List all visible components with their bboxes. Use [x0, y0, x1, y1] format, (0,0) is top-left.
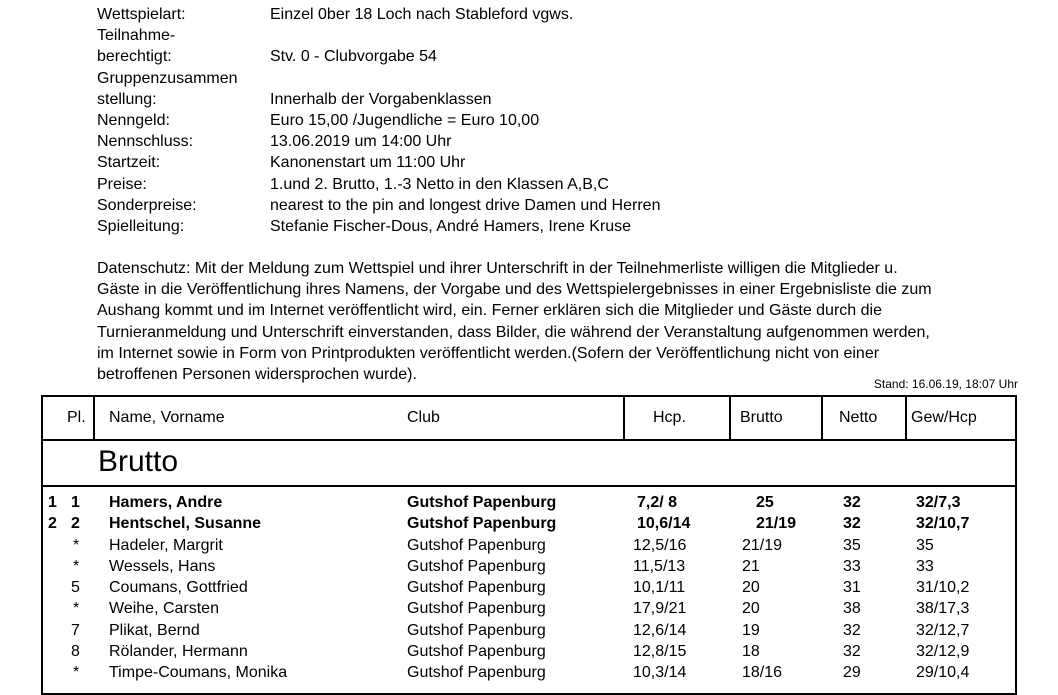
header-brutto: Brutto — [740, 409, 783, 426]
info-row — [97, 110, 660, 131]
tournament-info — [97, 4, 660, 237]
cell-brutto: 21/19 — [742, 536, 783, 554]
cell-place: 8 — [71, 643, 80, 661]
table-row — [43, 514, 1015, 535]
cell-place: 2 — [71, 515, 80, 533]
cell-name: Weihe, Carsten — [109, 600, 219, 618]
cell-club: Gutshof Papenburg — [407, 664, 546, 682]
info-value: Euro 15,00 /Jugendliche = Euro 10,00 — [270, 112, 540, 130]
info-value: 13.06.2019 um 14:00 Uhr — [270, 133, 452, 151]
cell-place: 5 — [71, 579, 80, 597]
privacy-line: Turnieranmeldung und Unterschrift einverstanden, dass Bilder, die während der Veranstaltung aufgenommen werden, — [97, 323, 930, 341]
cell-place: * — [73, 557, 80, 575]
info-row — [97, 174, 660, 195]
info-row — [97, 152, 660, 173]
cell-netto: 31 — [843, 579, 861, 597]
cell-netto: 32 — [843, 621, 861, 639]
stand-timestamp: Stand: 16.06.19, 18:07 Uhr — [873, 377, 1018, 391]
cell-gew-hcp: 31/10,2 — [916, 579, 970, 597]
info-label: Nennschluss: — [97, 133, 194, 151]
info-value: nearest to the pin and longest drive Damen und Herren — [270, 196, 661, 214]
info-value: Stv. 0 - Clubvorgabe 54 — [270, 48, 437, 66]
cell-brutto: 18 — [742, 643, 760, 661]
header-name: Name, Vorname — [109, 409, 225, 426]
header-pl: Pl. — [67, 409, 86, 426]
cell-gew-hcp: 38/17,3 — [916, 600, 970, 618]
cell-gew-hcp: 33 — [916, 557, 934, 575]
cell-place: * — [73, 664, 80, 682]
cell-netto: 32 — [843, 515, 861, 533]
section-title: Brutto — [98, 445, 179, 478]
cell-brutto: 21 — [742, 557, 760, 575]
table-row — [43, 642, 1015, 663]
info-value: 1.und 2. Brutto, 1.-3 Netto in den Klassen A,B,C — [270, 175, 609, 193]
info-row — [97, 131, 660, 152]
cell-gew-hcp: 32/12,7 — [916, 621, 970, 639]
table-row — [43, 557, 1015, 578]
cell-club: Gutshof Papenburg — [407, 515, 557, 533]
cell-prize: 2 — [48, 515, 57, 533]
table-row — [43, 663, 1015, 684]
info-row — [97, 195, 660, 216]
cell-netto: 32 — [843, 494, 861, 511]
table-row — [43, 536, 1015, 557]
cell-place: 1 — [71, 494, 80, 511]
header-hcp: Hcp. — [653, 409, 686, 426]
cell-gew-hcp: 32/10,7 — [916, 515, 970, 533]
cell-gew-hcp: 35 — [916, 536, 934, 554]
info-label: Preise: — [97, 175, 147, 193]
cell-club: Gutshof Papenburg — [407, 600, 546, 618]
cell-netto: 33 — [843, 557, 861, 575]
info-row — [97, 25, 660, 67]
cell-name: Plikat, Bernd — [109, 621, 200, 639]
info-label: Teilnahme- berechtigt: — [97, 27, 176, 66]
table-row — [43, 621, 1015, 642]
cell-hcp: 12,5/16 — [633, 536, 687, 554]
table-header-row — [43, 397, 1015, 441]
cell-place: * — [73, 600, 80, 618]
cell-gew-hcp: 29/10,4 — [916, 664, 970, 682]
cell-hcp: 10,1/11 — [633, 579, 686, 597]
header-netto: Netto — [839, 409, 878, 426]
column-divider — [821, 397, 823, 439]
privacy-line: Gäste in die Veröffentlichung ihres Namens, der Vorgabe und des Wettspielergebnisses in einer Ergebnisliste die zum — [97, 281, 932, 299]
cell-club: Gutshof Papenburg — [407, 621, 546, 639]
info-label: Startzeit: — [97, 154, 161, 172]
cell-place: * — [73, 536, 80, 554]
info-label: Gruppenzusammen stellung: — [97, 69, 238, 108]
cell-netto: 32 — [843, 643, 861, 661]
info-value: Einzel 0ber 18 Loch nach Stableford vgws. — [270, 6, 574, 23]
info-label: Sonderpreise: — [97, 196, 197, 214]
table-body — [43, 493, 1015, 685]
cell-brutto: 20 — [742, 600, 760, 618]
info-label: Spielleitung: — [97, 218, 185, 236]
cell-name: Coumans, Gottfried — [109, 579, 248, 597]
cell-club: Gutshof Papenburg — [407, 494, 557, 511]
cell-hcp: 10,6/14 — [637, 515, 691, 533]
results-table — [41, 395, 1017, 695]
cell-brutto: 20 — [742, 579, 760, 597]
info-row — [97, 68, 660, 110]
cell-name: Timpe-Coumans, Monika — [109, 664, 288, 682]
cell-club: Gutshof Papenburg — [407, 536, 546, 554]
table-row — [43, 599, 1015, 620]
cell-hcp: 10,3/14 — [633, 664, 687, 682]
info-value: Kanonenstart um 11:00 Uhr — [270, 154, 466, 172]
cell-name: Hentschel, Susanne — [109, 515, 262, 533]
cell-netto: 38 — [843, 600, 861, 618]
cell-prize: 1 — [48, 494, 57, 511]
privacy-line: Aushang kommt und im Internet veröffentlicht wird, ein. Ferner erklären sich die Mitglieder und Gäste durch die — [97, 302, 882, 320]
column-divider — [93, 397, 95, 439]
section-header — [43, 441, 1015, 487]
cell-club: Gutshof Papenburg — [407, 643, 546, 661]
cell-hcp: 11,5/13 — [633, 557, 686, 575]
cell-hcp: 7,2/ 8 — [637, 494, 678, 511]
info-value: Innerhalb der Vorgabenklassen — [270, 90, 492, 108]
column-divider — [623, 397, 625, 439]
cell-netto: 29 — [843, 664, 861, 682]
header-gew-hcp: Gew/Hcp — [911, 409, 977, 426]
cell-netto: 35 — [843, 536, 861, 554]
info-value: Stefanie Fischer-Dous, André Hamers, Irene Kruse — [270, 218, 632, 236]
cell-hcp: 17,9/21 — [633, 600, 687, 618]
cell-hcp: 12,6/14 — [633, 621, 687, 639]
table-row — [43, 578, 1015, 599]
cell-brutto: 21/19 — [756, 515, 797, 533]
info-row — [97, 216, 660, 237]
cell-brutto: 18/16 — [742, 664, 783, 682]
info-row — [97, 4, 660, 25]
cell-gew-hcp: 32/7,3 — [916, 494, 961, 511]
table-row — [43, 493, 1015, 514]
info-label: Wettspielart: — [97, 6, 186, 23]
cell-club: Gutshof Papenburg — [407, 557, 546, 575]
privacy-line: betroffenen Personen widersprochen wurde). — [97, 366, 417, 384]
info-label: Nenngeld: — [97, 112, 170, 130]
cell-brutto: 25 — [756, 494, 774, 511]
cell-brutto: 19 — [742, 621, 760, 639]
cell-place: 7 — [71, 621, 80, 639]
column-divider — [729, 397, 731, 439]
cell-club: Gutshof Papenburg — [407, 579, 546, 597]
cell-name: Hadeler, Margrit — [109, 536, 223, 554]
cell-name: Rölander, Hermann — [109, 643, 248, 661]
cell-gew-hcp: 32/12,9 — [916, 643, 970, 661]
column-divider — [905, 397, 907, 439]
privacy-line: Datenschutz: Mit der Meldung zum Wettspiel und ihrer Unterschrift in der Teilnehmerliste willigen die Mitglieder u. — [97, 260, 898, 277]
privacy-line: im Internet sowie in Form von Printprodukten veröffentlicht werden.(Sofern der Veröffentlichung nicht von einer — [97, 344, 880, 362]
cell-hcp: 12,8/15 — [633, 643, 687, 661]
cell-name: Hamers, Andre — [109, 494, 223, 511]
header-club: Club — [407, 409, 440, 426]
cell-name: Wessels, Hans — [109, 557, 216, 575]
privacy-notice — [97, 258, 1037, 385]
